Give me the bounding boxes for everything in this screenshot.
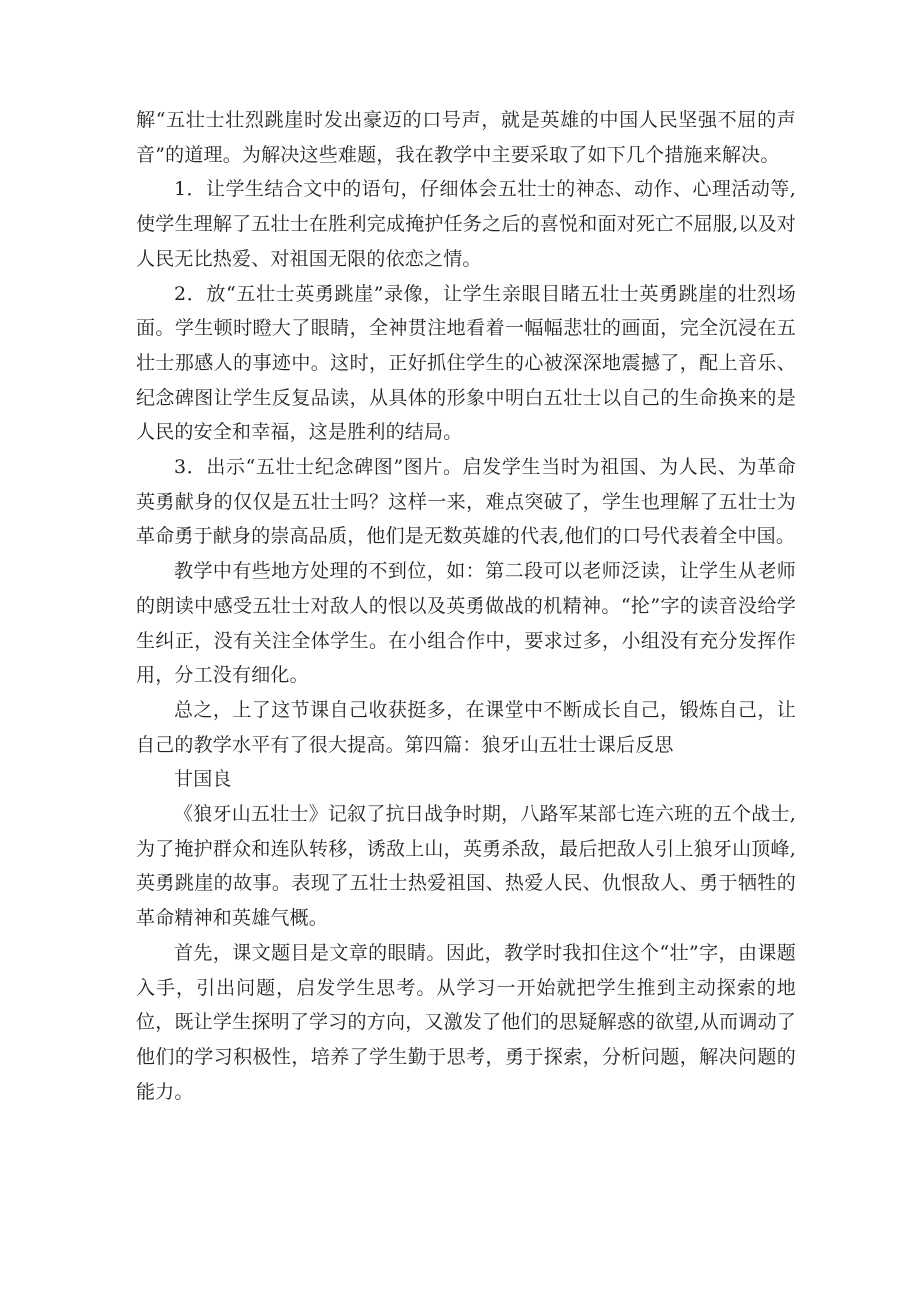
paragraph-intro: 《狼牙山五壮士》记叙了抗日战争时期，八路军某部七连六班的五个战士,为了掩护群众和连队转移，诱敌上山，英勇杀敌，最后把敌人引上狼牙山顶峰,英勇跳崖的故事。表现了五壮士热爱祖国、热爱人民、仇恨敌人、勇于牺牲的革命精神和英雄气概。 [136,803,796,930]
paragraph-first: 首先，课文题目是文章的眼睛。因此，教学时我扣住这个“壮”字，由课题入手，引出问题，启发学生思考。从学习一开始就把学生推到主动探索的地位，既让学生探明了学习的方向，又激发了他们的思疑解惑的欲望,从而调动了他们的学习积极性，培养了学生勤于思考，勇于探索，分析问题，解决问题的能力。 [136,941,796,1103]
paragraph-shortcomings: 教学中有些地方处理的不到位，如：第二段可以老师泛读，让学生从老师的朗读中感受五壮士对敌人的恨以及英勇做战的机精神。“抡”字的读音没给学生纠正，没有关注全体学生。在小组合作中，要求过多，小组没有充分发挥作用，分工没有细化。 [136,560,796,687]
paragraph-measure-1: 1．让学生结合文中的语句，仔细体会五壮士的神态、动作、心理活动等,使学生理解了五壮士在胜利完成掩护任务之后的喜悦和面对死亡不屈服,以及对人民无比热爱、对祖国无限的依恋之情。 [136,178,796,270]
paragraph-summary: 总之，上了这节课自己收获挺多，在课堂中不断成长自己，锻炼自己，让自己的教学水平有了很大提高。第四篇：狼牙山五壮士课后反思 [136,698,796,756]
author-name: 甘国良 [174,768,232,791]
paragraph-measure-3: 3．出示“五壮士纪念碑图”图片。启发学生当时为祖国、为人民、为革命英勇献身的仅仅是五壮士吗？这样一来，难点突破了，学生也理解了五壮士为革命勇于献身的崇高品质，他们是无数英雄的代表,他们的口号代表着全中国。 [136,456,796,548]
document-page [136,103,796,1109]
paragraph-measure-2: 2．放“五壮士英勇跳崖”录像，让学生亲眼目睹五壮士英勇跳崖的壮烈场面。学生顿时瞪大了眼睛，全神贯注地看着一幅幅悲壮的画面，完全沉浸在五壮士那感人的事迹中。这时，正好抓住学生的心被深深地震撼了，配上音乐、纪念碑图让学生反复品读，从具体的形象中明白五壮士以自己的生命换来的是人民的安全和幸福，这是胜利的结局。 [136,282,796,444]
paragraph-continuation: 解“五壮士壮烈跳崖时发出豪迈的口号声，就是英雄的中国人民坚强不屈的声音”的道理。为解决这些难题，我在教学中主要采取了如下几个措施来解决。 [136,109,796,166]
